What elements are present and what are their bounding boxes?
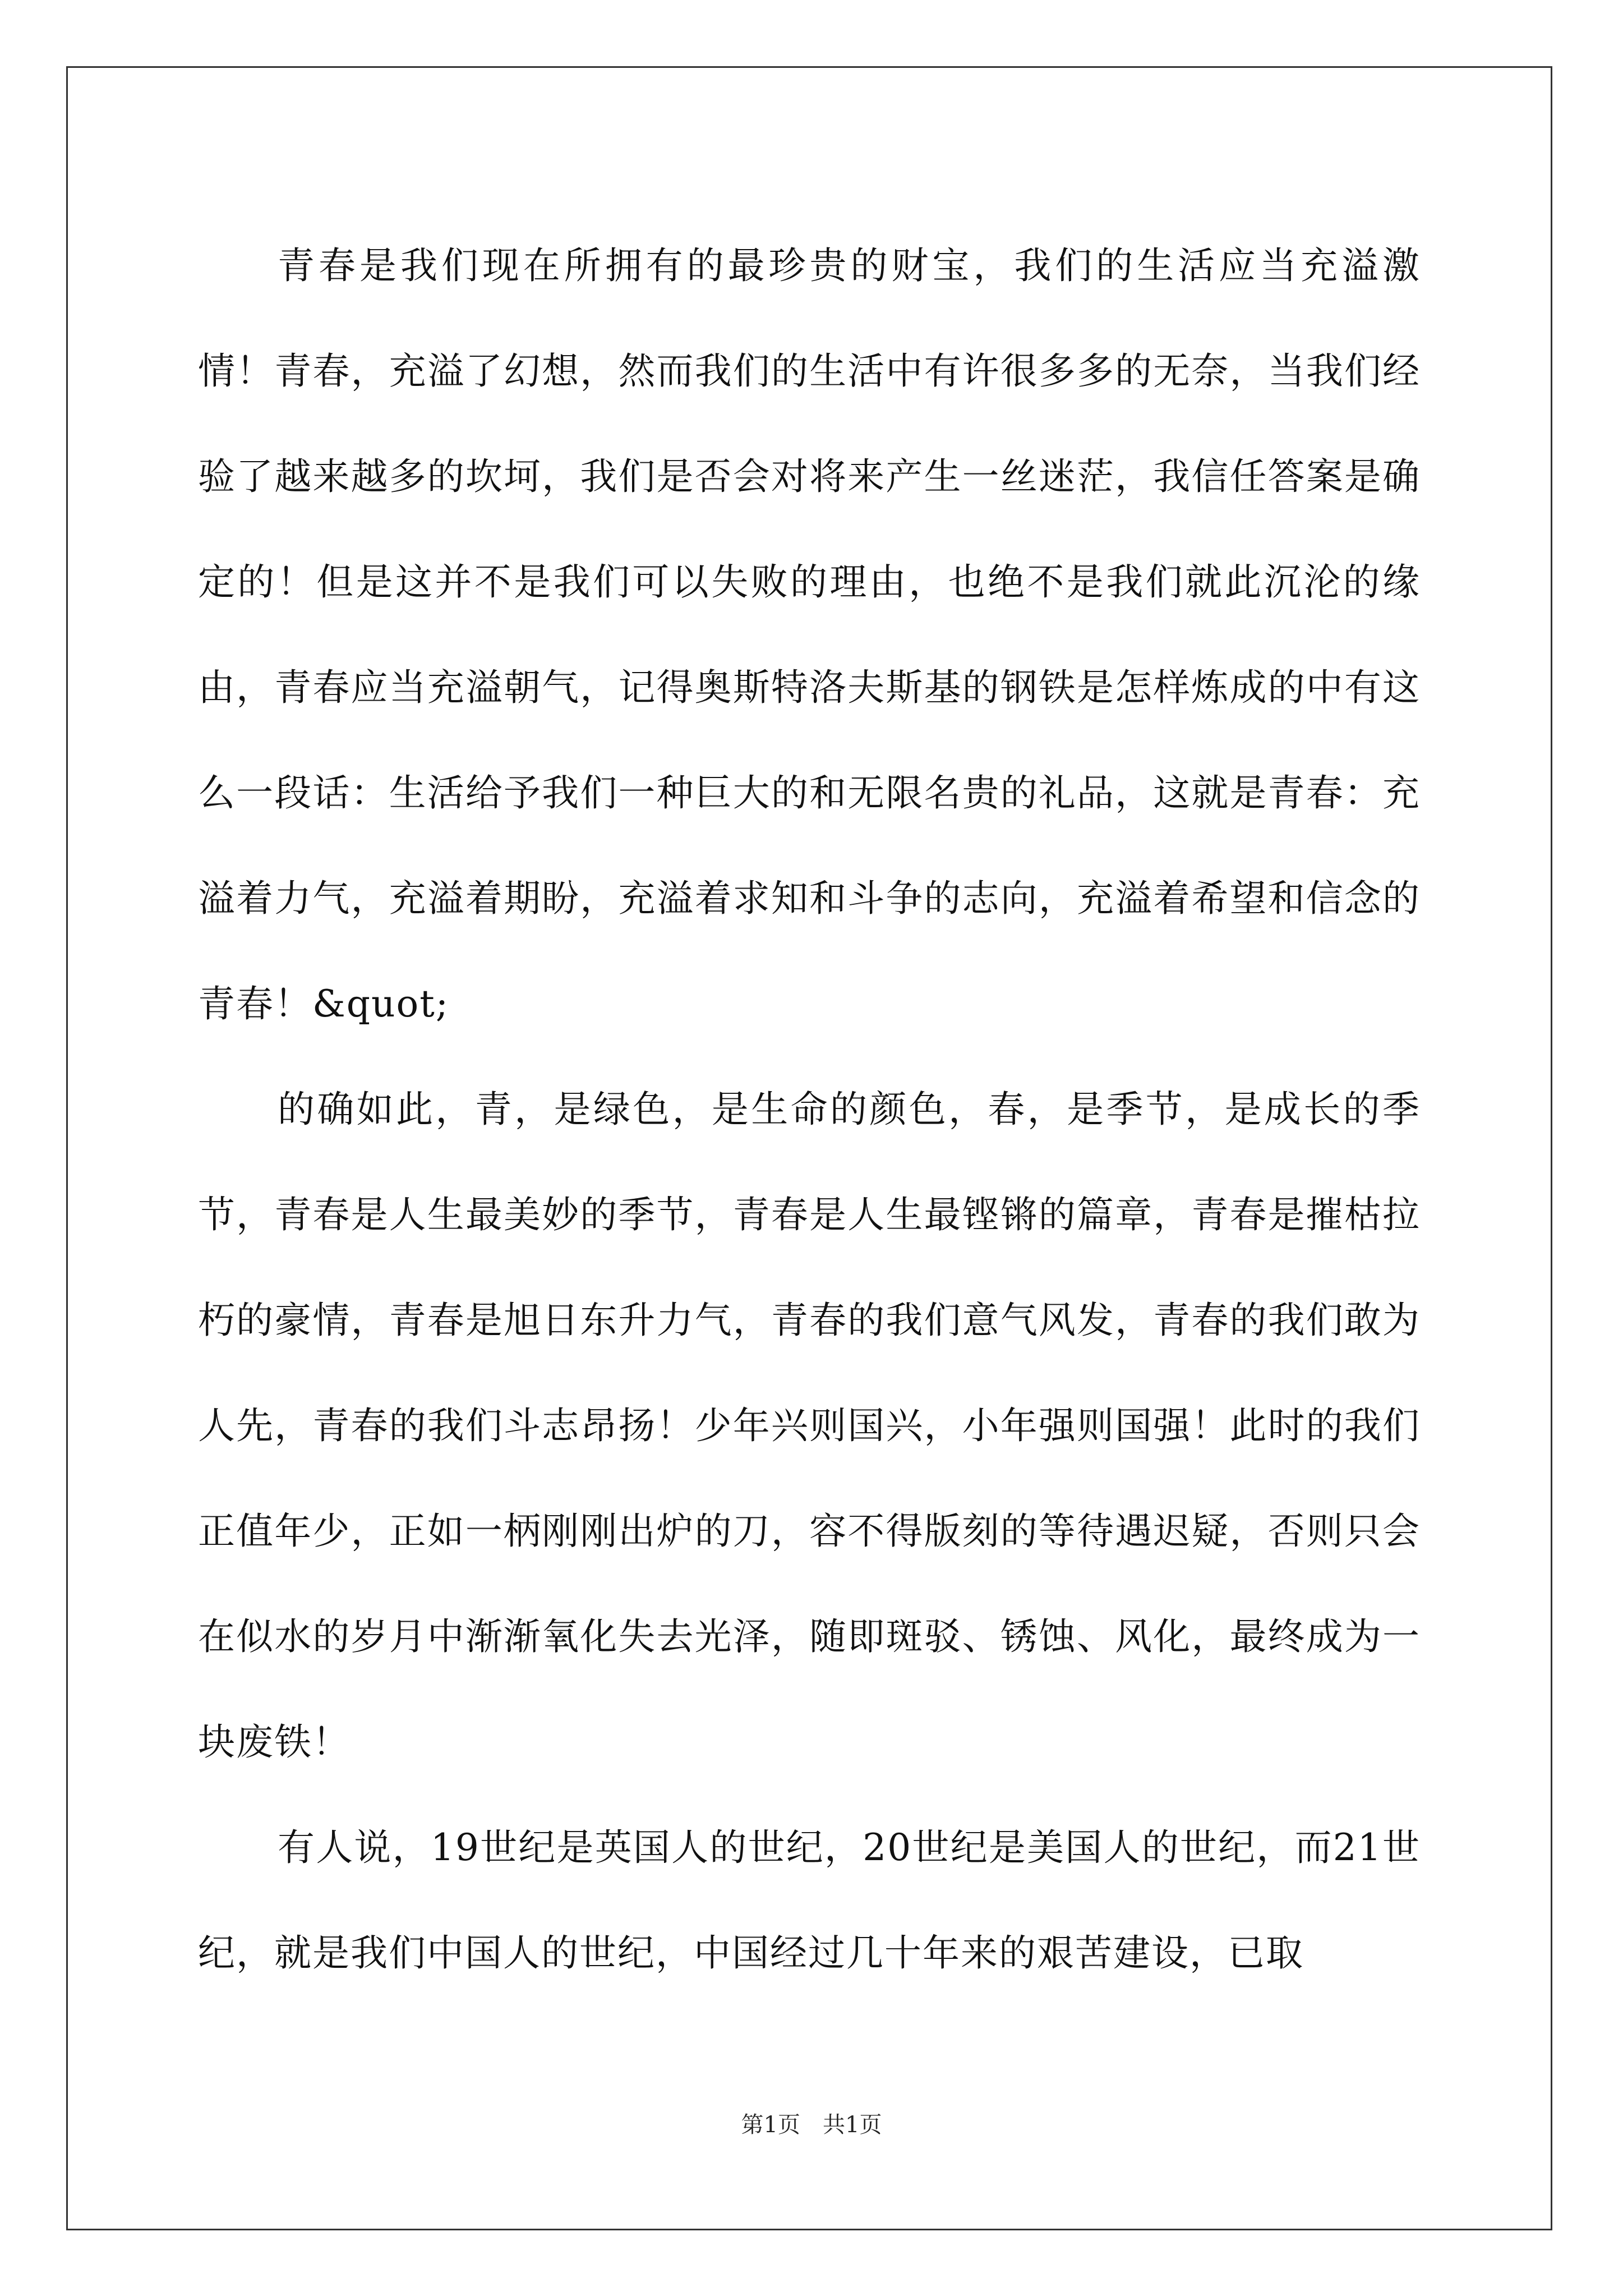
paragraph: 的确如此，青，是绿色，是生命的颜色，春，是季节，是成长的季节，青春是人生最美妙的季节，青春是人生最铿锵的篇章，青春是摧枯拉朽的豪情，青春是旭日东升力气，青春的我们意气风发，青春的我们敢为人先，青春的我们斗志昂扬！少年兴则国兴，小年强则国强！此时的我们正值年少，正如一柄刚刚出炉的刀，容不得版刻的等待遇迟疑，否则只会在似水的岁月中渐渐氧化失去光泽，随即斑驳、锈蚀、风化，最终成为一块废铁！ xyxy=(198,1088,1421,1764)
paragraph: 青春是我们现在所拥有的最珍贵的财宝，我们的生活应当充溢激情！青春，充溢了幻想，然而我们的生活中有许很多多的无奈，当我们经验了越来越多的坎坷，我们是否会对将来产生一丝迷茫，我信任答案是确定的！但是这并不是我们可以失败的理由，也绝不是我们就此沉沦的缘由，青春应当充溢朝气，记得奥斯特洛夫斯基的钢铁是怎样炼成的中有这么一段话：生活给予我们一种巨大的和无限名贵的礼品，这就是青春：充溢着力气，充溢着期盼，充溢着求知和斗争的志向，充溢着希望和信念的青春！&quot; xyxy=(198,244,1421,1025)
paragraph: 有人说，19世纪是英国人的世纪，20世纪是美国人的世纪，而21世纪，就是我们中国人的世纪，中国经过几十年来的艰苦建设，已取 xyxy=(198,1826,1421,1975)
page-footer: 第1页 共1页 xyxy=(741,2112,882,2138)
document-body xyxy=(198,213,1421,2006)
